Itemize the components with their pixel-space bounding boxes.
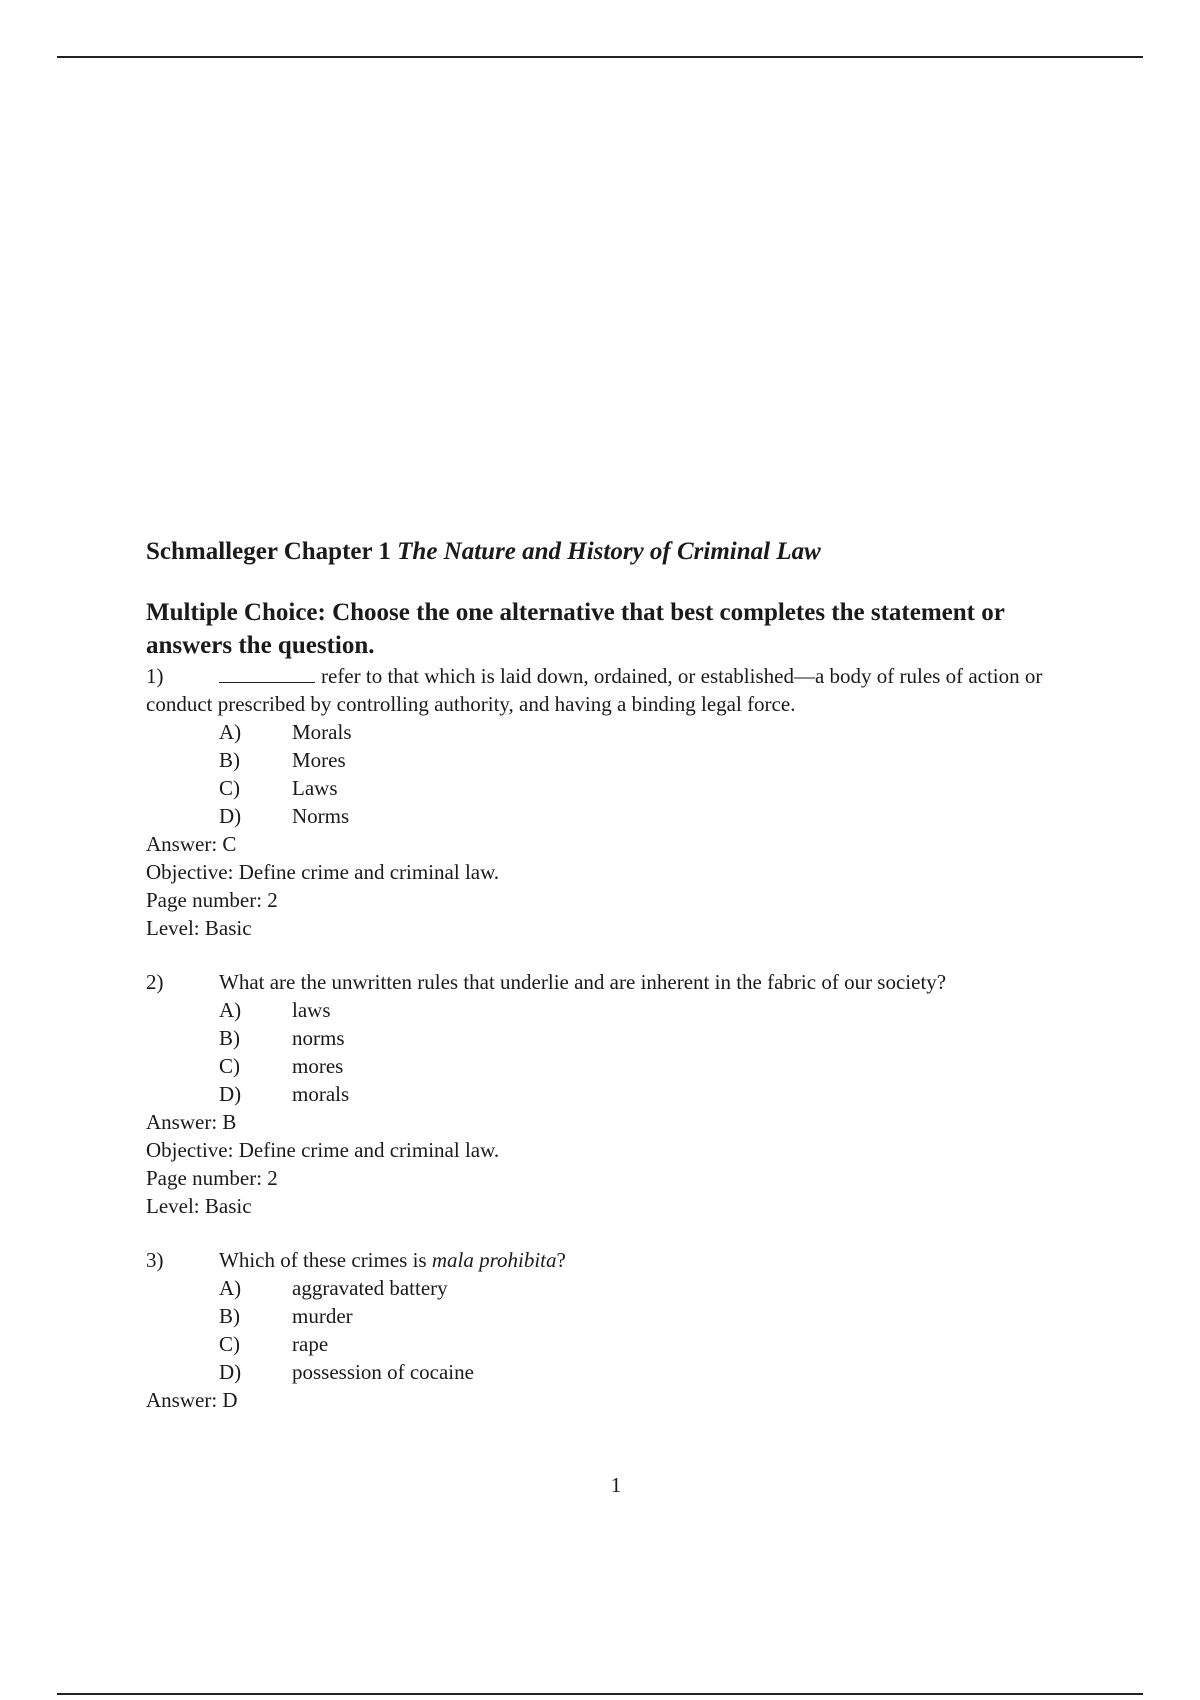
answer-key: Answer: C: [146, 832, 237, 856]
page-number: 1: [610, 1473, 622, 1497]
chapter-title-prefix: Schmalleger Chapter 1: [146, 538, 398, 565]
question-2: [146, 968, 1086, 1220]
question-number: 2): [146, 970, 164, 994]
option-a: A) aggravated battery: [219, 1276, 448, 1300]
option-d: D) morals: [219, 1082, 350, 1106]
difficulty-level: Level: Basic: [146, 916, 252, 940]
question-text-suffix: ?: [556, 1248, 566, 1272]
option-d: D) possession of cocaine: [219, 1360, 474, 1384]
difficulty-level: Level: Basic: [146, 1194, 252, 1218]
objective: Objective: Define crime and criminal law.: [146, 860, 500, 884]
option-b: B) murder: [219, 1304, 353, 1328]
answer-key: Answer: B: [146, 1110, 237, 1134]
question-1: [146, 662, 1086, 942]
option-a: A) laws: [219, 998, 331, 1022]
page-reference: Page number: 2: [146, 1166, 278, 1190]
question-3: [146, 1246, 1086, 1414]
option-a: A) Morals: [219, 720, 352, 744]
fill-in-blank: [219, 664, 315, 683]
question-number: 3): [146, 1248, 164, 1272]
question-text: What are the unwritten rules that underlie and are inherent in the fabric of our society?: [219, 970, 947, 994]
question-text-italic: mala prohibita: [431, 1248, 557, 1272]
option-b: B) Mores: [219, 748, 346, 772]
page-reference: Page number: 2: [146, 888, 278, 912]
answer-options: [146, 1274, 1086, 1386]
chapter-title: [146, 536, 1086, 568]
section-instructions: Multiple Choice: Choose the one alternative that best completes the statement or answers the question.: [146, 599, 1005, 659]
objective: Objective: Define crime and criminal law.: [146, 1138, 500, 1162]
option-b: B) norms: [219, 1026, 345, 1050]
question-stem: [146, 968, 1086, 996]
question-stem: [146, 1246, 1086, 1274]
bottom-divider: [57, 1693, 1143, 1695]
top-divider: [57, 56, 1143, 58]
document-body: [146, 536, 1086, 1414]
question-text: refer to that which is laid down, ordained, or established—a body of rules of action or conduct prescribed by controlling authority, and having a binding legal force.: [146, 664, 1043, 716]
question-number: 1): [146, 664, 164, 688]
option-c: C) Laws: [219, 776, 338, 800]
question-stem: [146, 662, 1086, 718]
answer-options: [146, 718, 1086, 830]
chapter-title-italic: The Nature and History of Criminal Law: [397, 538, 821, 565]
answer-options: [146, 996, 1086, 1108]
option-c: C) mores: [219, 1054, 344, 1078]
question-text: Which of these crimes is: [219, 1248, 432, 1272]
option-d: D) Norms: [219, 804, 350, 828]
answer-key: Answer: D: [146, 1388, 238, 1412]
option-c: C) rape: [219, 1332, 329, 1356]
